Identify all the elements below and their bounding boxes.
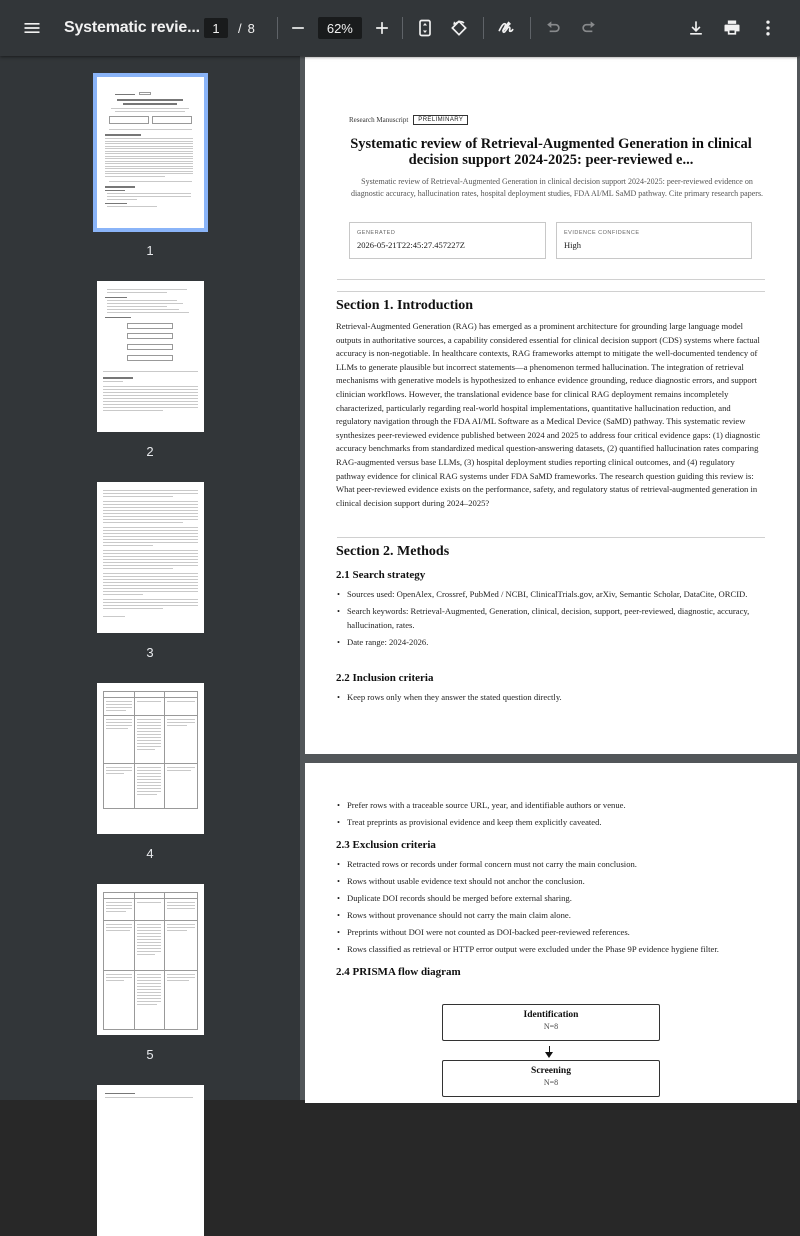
search-strategy-heading: 2.1 Search strategy [336, 569, 426, 581]
rotate-icon [449, 18, 469, 38]
rotate-button[interactable] [443, 12, 475, 44]
prisma-box-label: Screening [531, 1066, 571, 1076]
meta-card-generated [349, 222, 546, 259]
list-item: • Preprints without DOI were not counted as DOI-backed peer-reviewed references. [337, 926, 757, 940]
download-icon [686, 18, 706, 38]
divider [337, 537, 765, 538]
toolbar-divider [483, 17, 484, 39]
thumbnail-label-3: 3 [146, 645, 154, 660]
document-viewer[interactable] [300, 56, 800, 1100]
search-strategy-list [337, 588, 757, 653]
divider [337, 291, 765, 292]
zoom-level-input[interactable]: 62% [318, 17, 362, 39]
print-button[interactable] [716, 12, 748, 44]
list-item: • Rows without usable evidence text should not anchor the conclusion. [337, 875, 757, 889]
minus-icon [288, 18, 308, 38]
menu-icon[interactable] [16, 12, 48, 44]
meta-card-confidence [556, 222, 752, 259]
zoom-out-button[interactable] [282, 12, 314, 44]
page-thumbnail-6[interactable] [97, 1085, 204, 1236]
prisma-box-screening [442, 1060, 660, 1097]
print-icon [722, 18, 742, 38]
status-badge: PRELIMINARY [413, 115, 468, 125]
redo-icon [579, 18, 599, 38]
document-title: Systematic revie... [64, 19, 200, 36]
prisma-box-count: N=8 [543, 1022, 559, 1031]
meta-value: 2026-05-21T22:45:27.457227Z [357, 240, 465, 250]
section-1-heading: Section 1. Introduction [336, 298, 474, 313]
more-vertical-icon [758, 18, 778, 38]
inclusion-criteria-list [337, 691, 757, 708]
meta-label: EVIDENCE CONFIDENCE [564, 230, 640, 236]
plus-icon [372, 18, 392, 38]
download-button[interactable] [680, 12, 712, 44]
prisma-box-label: Identification [523, 1010, 579, 1020]
list-item: • Retracted rows or records under formal concern must not carry the main conclusion. [337, 858, 757, 872]
thumbnail-label-4: 4 [146, 846, 154, 861]
fit-page-icon [415, 18, 435, 38]
thumbnail-sidebar [0, 56, 300, 1100]
kicker-row [349, 115, 468, 125]
document-subtitle: Systematic review of Retrieval-Augmented Generation in clinical decision support 2024-2025: peer-reviewed evidence on diagnostic accuracy, hallucination rates, hospital deployment studies, FDA AI/ML SaMD pathway. Cite primary research papers. [350, 177, 764, 198]
pdf-page-2 [305, 763, 797, 1103]
list-item: • Date range: 2024-2026. [337, 636, 757, 650]
section-1-body: Retrieval-Augmented Generation (RAG) has emerged as a prominent architecture for grounding large language model outputs in authoritative sources, a capability considered essential for clinical decision support (CDS) systems where factual accuracy is non-negotiable. In healthcare contexts, RAG frameworks attempt to mitigate the well-documented tendency of LLMs to generate plausible but incorrect statements—a phenomenon termed hallucination. The integration of retrieval mechanisms with generative models is hypothesized to enhance evidence grounding, reduce diagnostic errors, and support clinician workflows. However, the translational evidence base for clinical RAG deployment remains incompletely characterized, particularly regarding real-world hospital implementations, quantitative hallucination reduction, and regulatory navigation through the FDA AI/ML Software as a Medical Device (SaMD) pathway. This systematic review synthesizes peer-reviewed evidence published between 2024 and 2025 to address four critical evidence gaps: (1) diagnostic accuracy benchmarks from standardized medical question-answering datasets, (2) quantified hallucination rates comparing RAG-augmented versus base LLMs, (3) hospital deployment studies reporting clinical outcomes, and (4) regulatory pathway evidence for clinical RAG systems under FDA SaMD frameworks. The research question guiding this review is: What peer-reviewed evidence exists on the performance, safety, and regulatory status of retrieval-augmented generation in clinical decision support during 2024–2025? [336, 321, 761, 508]
fit-to-page-button[interactable] [409, 12, 441, 44]
page-thumbnail-4[interactable] [97, 683, 204, 834]
divider [337, 279, 765, 280]
inclusion-criteria-list-continued [337, 799, 757, 833]
list-item: • Treat preprints as provisional evidence and keep them explicitly caveated. [337, 816, 757, 830]
list-item: • Sources used: OpenAlex, Crossref, PubMed / NCBI, ClinicalTrials.gov, arXiv, Semantic Scholar, DataCite, ORCID. [337, 588, 757, 602]
redo-button[interactable] [573, 12, 605, 44]
thumbnail-label-2: 2 [146, 444, 154, 459]
page-separator: / [238, 20, 242, 36]
exclusion-criteria-list [337, 858, 757, 961]
page-thumbnail-1[interactable] [97, 77, 204, 228]
section-2-heading: Section 2. Methods [336, 544, 450, 559]
toolbar-divider [277, 17, 278, 39]
exclusion-criteria-heading: 2.3 Exclusion criteria [336, 839, 436, 851]
meta-value: High [564, 240, 581, 250]
more-options-button[interactable] [752, 12, 784, 44]
toolbar-divider [402, 17, 403, 39]
undo-icon [543, 18, 563, 38]
pen-scribble-icon [496, 18, 516, 38]
undo-button[interactable] [537, 12, 569, 44]
page-number-input[interactable]: 1 [204, 18, 228, 38]
zoom-in-button[interactable] [366, 12, 398, 44]
document-heading: Systematic review of Retrieval-Augmented Generation in clinical decision support 2024-2025: peer-reviewed e... [350, 136, 752, 168]
list-item: • Prefer rows with a traceable source URL, year, and identifiable authors or venue. [337, 799, 757, 813]
thumbnail-label-5: 5 [146, 1047, 154, 1062]
pdf-toolbar [0, 0, 800, 56]
list-item: • Rows classified as retrieval or HTTP error output were excluded under the Phase 9P evidence hygiene filter. [337, 943, 757, 957]
toolbar-divider [530, 17, 531, 39]
pdf-page-1 [305, 57, 797, 754]
inclusion-criteria-heading: 2.2 Inclusion criteria [336, 672, 434, 684]
list-item: • Keep rows only when they answer the stated question directly. [337, 691, 757, 705]
page-thumbnail-3[interactable] [97, 482, 204, 633]
list-item: • Search keywords: Retrieval-Augmented, Generation, clinical, decision, support, peer-reviewed, diagnostic, accuracy, hallucination, rates. [337, 605, 757, 632]
manuscript-kicker: Research Manuscript [349, 116, 409, 124]
meta-label: GENERATED [357, 230, 396, 236]
prisma-box-count: N=8 [543, 1078, 559, 1087]
page-thumbnail-5[interactable] [97, 884, 204, 1035]
total-pages: 8 [247, 20, 255, 36]
annotate-button[interactable] [490, 12, 522, 44]
prisma-box-identification [442, 1004, 660, 1041]
list-item: • Rows without provenance should not carry the main claim alone. [337, 909, 757, 923]
prisma-arrow [549, 1046, 550, 1055]
prisma-heading: 2.4 PRISMA flow diagram [336, 966, 461, 978]
list-item: • Duplicate DOI records should be merged before external sharing. [337, 892, 757, 906]
page-thumbnail-2[interactable] [97, 281, 204, 432]
thumbnail-label-1: 1 [146, 243, 154, 258]
